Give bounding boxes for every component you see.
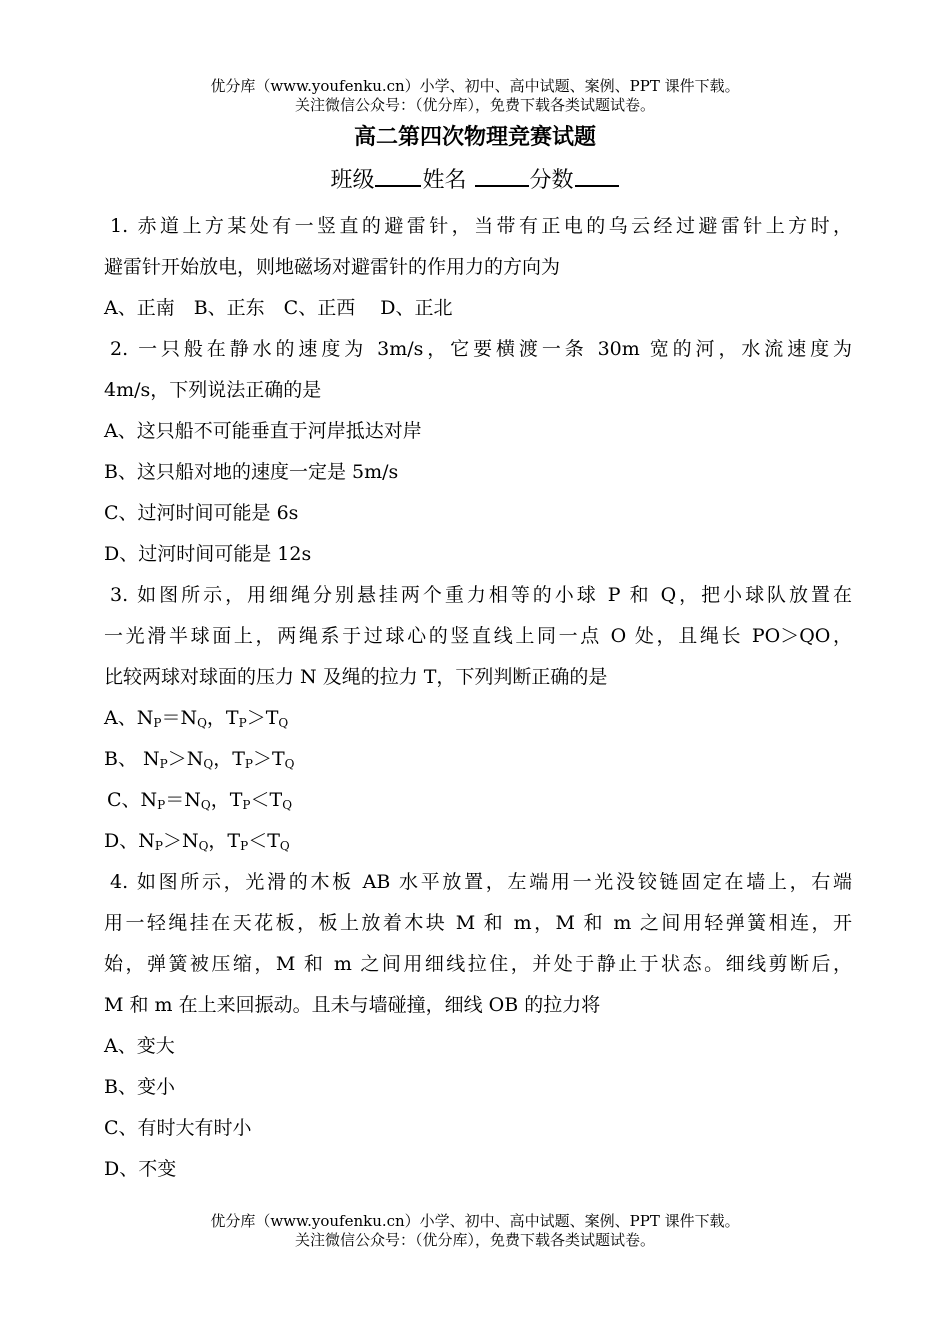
q4-option-a: A、变大 <box>104 1035 175 1057</box>
q2-line-1: 2. 一只般在静水的速度为 3m/s，它要横渡一条 30m 宽的河，水流速度为 <box>110 338 852 360</box>
q3-line-3: 比较两球对球面的压力 N 及绳的拉力 T，下列判断正确的是 <box>104 666 608 688</box>
q2-option-a: A、这只船不可能垂直于河岸抵达对岸 <box>104 420 422 442</box>
q3-option-c: C、$N_P=N_Q$，$T_P<T_Q$ <box>107 789 293 812</box>
footer-line-1: 优分库（www.youfenku.cn）小学、初中、高中试题、案例、PPT 课件下载。 <box>210 1212 740 1230</box>
footer-line-2: 关注微信公众号：（优分库），免费下载各类试题试卷。 <box>294 1231 655 1249</box>
q3-line-2: 一光滑半球面上，两绳系于过球心的竖直线上同一点 O 处，且绳长 PO＞QO， <box>104 625 852 647</box>
q4-line-2: 用一轻绳挂在天花板，板上放着木块 M 和 m，M 和 m 之间用轻弹簧相连，开 <box>104 912 852 934</box>
q3-line-1: 3. 如图所示，用细绳分别悬挂两个重力相等的小球 P 和 Q，把小球队放置在 <box>110 584 852 606</box>
q3-option-b: B、 $N_P>N_Q$，$T_P>T_Q$ <box>104 748 295 771</box>
header-line-1: 优分库（www.youfenku.cn）小学、初中、高中试题、案例、PPT 课件下载。 <box>210 77 740 95</box>
q4-option-b: B、变小 <box>104 1076 175 1098</box>
q4-line-4: M 和 m 在上来回振动。且未与墙碰撞，细线 OB 的拉力将 <box>104 994 601 1016</box>
student-info <box>0 163 950 198</box>
score-label: 分数 <box>529 168 574 193</box>
name-blank[interactable] <box>475 163 529 187</box>
q2-option-d: D、过河时间可能是 12s <box>104 543 312 565</box>
q3-option-d: D、$N_P>N_Q$，$T_P<T_Q$ <box>104 830 290 853</box>
q2-option-b: B、这只船对地的速度一定是 5m/s <box>104 461 399 483</box>
q4-line-3: 始，弹簧被压缩，M 和 m 之间用细线拉住，并处于静止于状态。细线剪断后， <box>104 953 852 975</box>
name-label: 姓名 <box>422 168 467 193</box>
header-line-2: 关注微信公众号：（优分库），免费下载各类试题试卷。 <box>294 96 655 114</box>
class-label: 班级 <box>330 168 375 193</box>
page-title: 高二第四次物理竞赛试题 <box>353 124 596 150</box>
q1-options: A、正南 B、正东 C、正西 D、正北 <box>104 297 453 319</box>
q4-option-d: D、不变 <box>104 1158 177 1180</box>
class-blank[interactable] <box>375 163 421 187</box>
q2-line-2: 4m/s，下列说法正确的是 <box>104 379 322 401</box>
question-body <box>104 206 852 1190</box>
q1-line-1: 1. 赤道上方某处有一竖直的避雷针，当带有正电的乌云经过避雷针上方时， <box>110 215 852 237</box>
q4-line-1: 4. 如图所示，光滑的木板 AB 水平放置，左端用一光没铰链固定在墙上，右端 <box>110 871 852 893</box>
q1-line-2: 避雷针开始放电，则地磁场对避雷针的作用力的方向为 <box>104 256 561 278</box>
q4-option-c: C、有时大有时小 <box>104 1117 252 1139</box>
q3-option-a: A、$N_P=N_Q$，$T_P>T_Q$ <box>104 707 289 730</box>
q2-option-c: C、过河时间可能是 6s <box>104 502 299 524</box>
score-blank[interactable] <box>575 163 619 187</box>
